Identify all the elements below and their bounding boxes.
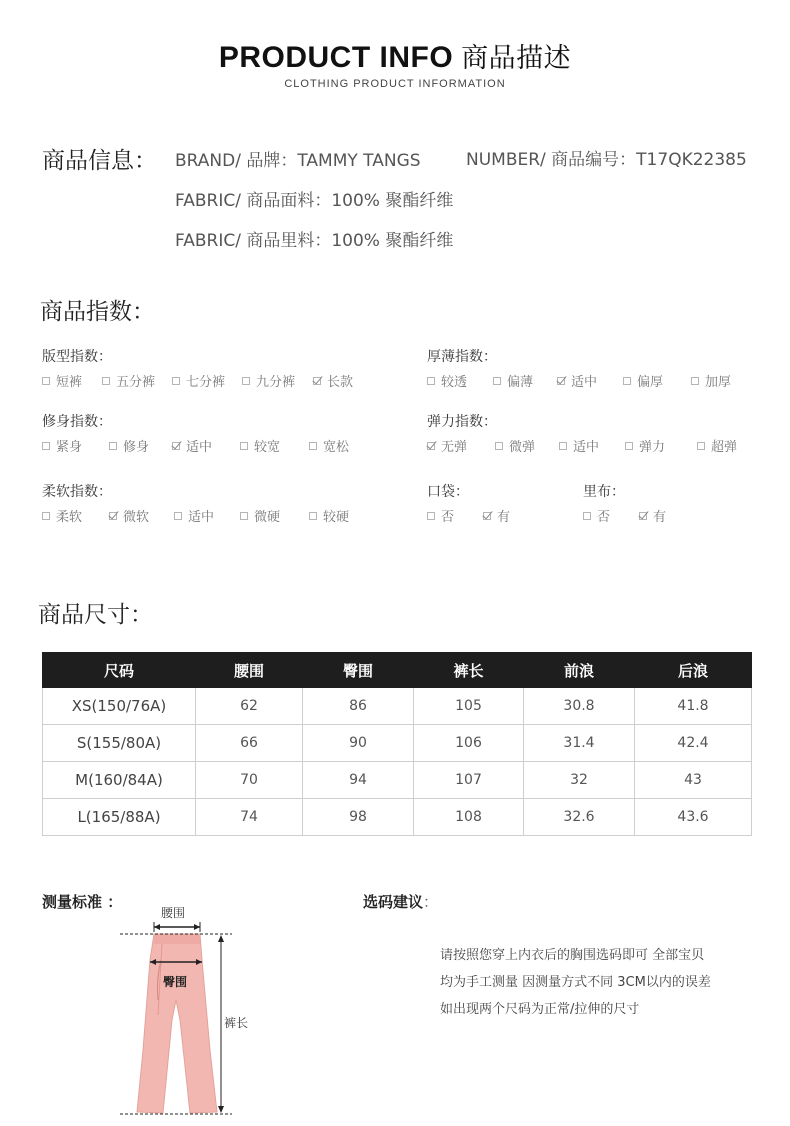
index-option-label: 否: [597, 510, 611, 525]
checkbox-icon: [42, 512, 50, 520]
index-option: [42, 506, 82, 525]
index-option-label: 五分裤: [116, 375, 156, 390]
index-option: [427, 371, 467, 390]
number-line: NUMBER/ 商品编号：T17QK22385: [466, 150, 747, 170]
measure-cell: 43: [635, 762, 752, 799]
measure-heading: 测量标准 ：: [42, 893, 123, 911]
hip-label: 臀围: [163, 975, 188, 989]
brand-line: BRAND/ 品牌：TAMMY TANGS: [175, 151, 421, 171]
index-option: [172, 436, 212, 455]
checkbox-icon: [427, 377, 435, 385]
index-option: [42, 436, 82, 455]
index-option-label: 较硬: [323, 510, 350, 525]
measure-cell: 107: [414, 762, 524, 799]
checkbox-icon: [42, 377, 50, 385]
index-option: [309, 506, 349, 525]
index-option: [109, 506, 149, 525]
index-group-title: 厚薄指数：: [427, 349, 497, 365]
index-option-label: 较透: [441, 375, 468, 390]
index-option-label: 修身: [123, 440, 150, 455]
index-option-label: 有: [653, 510, 667, 525]
measure-cell: 66: [196, 725, 303, 762]
table-row: [43, 688, 752, 725]
checkbox-icon: [583, 512, 591, 520]
checked-box-icon: [483, 512, 491, 520]
checkbox-icon: [697, 442, 705, 450]
checked-box-icon: [427, 442, 435, 450]
index-option-label: 七分裤: [186, 375, 226, 390]
fabric-lining-line: FABRIC/ 商品里料：100% 聚酯纤维: [175, 231, 454, 251]
index-option-label: 长款: [327, 375, 354, 390]
index-option: [697, 436, 737, 455]
index-option: [639, 506, 666, 525]
index-option-label: 微硬: [254, 510, 281, 525]
index-option: [691, 371, 731, 390]
index-group-title: 口袋：: [427, 484, 469, 500]
index-option: [42, 371, 82, 390]
measure-cell: 43.6: [635, 799, 752, 836]
col-header: 腰围: [196, 653, 303, 688]
waist-label: 腰围: [161, 906, 186, 920]
index-option: [240, 506, 280, 525]
pants-icon: [137, 934, 217, 1113]
index-option-label: 微弹: [509, 440, 536, 455]
checkbox-icon: [495, 442, 503, 450]
index-option: [109, 436, 149, 455]
checkbox-icon: [623, 377, 631, 385]
index-option-label: 弹力: [639, 440, 666, 455]
index-option-label: 宽松: [323, 440, 350, 455]
index-option-label: 偏薄: [507, 375, 534, 390]
index-option: [240, 436, 280, 455]
measure-cell: 74: [196, 799, 303, 836]
index-option-label: 无弹: [441, 440, 468, 455]
checkbox-icon: [691, 377, 699, 385]
checked-box-icon: [109, 512, 117, 520]
index-option: [557, 371, 597, 390]
checkbox-icon: [493, 377, 501, 385]
index-option-label: 适中: [188, 510, 215, 525]
measure-cell: 32: [524, 762, 635, 799]
index-group-title: 修身指数：: [42, 414, 112, 430]
checkbox-icon: [427, 512, 435, 520]
title-en: PRODUCT INFO: [218, 41, 454, 74]
advice-heading-colon: ：: [423, 893, 439, 911]
measure-cell: 30.8: [524, 688, 635, 725]
index-option-label: 适中: [573, 440, 600, 455]
measure-cell: 106: [414, 725, 524, 762]
measure-cell: 98: [303, 799, 414, 836]
checkbox-icon: [309, 512, 317, 520]
measure-cell: 90: [303, 725, 414, 762]
length-label: 裤长: [224, 1016, 249, 1030]
checked-box-icon: [313, 377, 321, 385]
table-header-row: [43, 653, 752, 688]
checkbox-icon: [625, 442, 633, 450]
index-option-label: 柔软: [56, 510, 83, 525]
index-option: [493, 371, 533, 390]
index-option: [427, 436, 467, 455]
checkbox-icon: [174, 512, 182, 520]
size-cell: S(155/80A): [43, 725, 196, 762]
advice-line: 请按照您穿上内衣后的胸围选码即可 全部宝贝: [440, 948, 705, 963]
indices-heading: 商品指数：: [40, 299, 155, 325]
checked-box-icon: [557, 377, 565, 385]
index-option: [625, 436, 665, 455]
index-option-label: 加厚: [705, 375, 732, 390]
index-option: [309, 436, 349, 455]
page-subtitle: CLOTHING PRODUCT INFORMATION: [284, 78, 506, 90]
advice-line: 均为手工测量 因测量方式不同 3CM以内的误差: [440, 975, 711, 990]
index-option-label: 超弹: [711, 440, 738, 455]
measure-cell: 94: [303, 762, 414, 799]
checkbox-icon: [109, 442, 117, 450]
measure-cell: 86: [303, 688, 414, 725]
index-option-label: 短裤: [56, 375, 83, 390]
measure-cell: 62: [196, 688, 303, 725]
size-cell: L(165/88A): [43, 799, 196, 836]
checkbox-icon: [242, 377, 250, 385]
measure-cell: 32.6: [524, 799, 635, 836]
measure-cell: 108: [414, 799, 524, 836]
index-option-label: 偏厚: [637, 375, 664, 390]
index-option: [242, 371, 295, 390]
col-header: 臀围: [303, 653, 414, 688]
measure-cell: 31.4: [524, 725, 635, 762]
index-option-label: 紧身: [56, 440, 83, 455]
index-option-label: 九分裤: [256, 375, 296, 390]
fabric-outer-line: FABRIC/ 商品面料：100% 聚酯纤维: [175, 191, 454, 211]
index-option: [559, 436, 599, 455]
measure-cell: 41.8: [635, 688, 752, 725]
table-row: [43, 762, 752, 799]
index-group-title: 里布：: [583, 484, 625, 500]
table-row: [43, 725, 752, 762]
index-option-label: 否: [441, 510, 455, 525]
checkbox-icon: [102, 377, 110, 385]
measure-cell: 42.4: [635, 725, 752, 762]
size-heading: 商品尺寸：: [38, 602, 153, 628]
index-option-label: 适中: [571, 375, 598, 390]
index-option: [623, 371, 663, 390]
checkbox-icon: [42, 442, 50, 450]
col-header: 裤长: [414, 653, 524, 688]
index-group-title: 弹力指数：: [427, 414, 497, 430]
size-cell: XS(150/76A): [43, 688, 196, 725]
measure-cell: 70: [196, 762, 303, 799]
index-option: [172, 371, 225, 390]
index-option: [174, 506, 214, 525]
index-option: [313, 371, 353, 390]
index-option: [495, 436, 535, 455]
col-header: 尺码: [43, 653, 196, 688]
info-heading: 商品信息：: [42, 148, 157, 174]
checkbox-icon: [240, 512, 248, 520]
advice-line: 如出现两个尺码为正常/拉伸的尺寸: [440, 1002, 640, 1017]
checked-box-icon: [639, 512, 647, 520]
size-cell: M(160/84A): [43, 762, 196, 799]
col-header: 前浪: [524, 653, 635, 688]
index-option-label: 微软: [123, 510, 150, 525]
index-option-label: 有: [497, 510, 511, 525]
checkbox-icon: [240, 442, 248, 450]
index-group-title: 版型指数：: [42, 349, 112, 365]
size-table: [42, 652, 752, 836]
advice-heading: [363, 891, 438, 912]
waistband-icon: [154, 934, 200, 944]
advice-heading-text: 选码建议: [363, 893, 424, 911]
col-header: 后浪: [635, 653, 752, 688]
measure-cell: 105: [414, 688, 524, 725]
index-option: [583, 506, 610, 525]
checkbox-icon: [172, 377, 180, 385]
index-option-label: 适中: [186, 440, 213, 455]
index-option: [427, 506, 454, 525]
page-title: [0, 36, 790, 75]
index-option: [102, 371, 155, 390]
checked-box-icon: [172, 442, 180, 450]
index-option: [483, 506, 510, 525]
checkbox-icon: [309, 442, 317, 450]
index-option-label: 较宽: [254, 440, 281, 455]
checkbox-icon: [559, 442, 567, 450]
table-row: [43, 799, 752, 836]
title-cn: 商品描述: [461, 43, 572, 74]
index-group-title: 柔软指数：: [42, 484, 112, 500]
pants-diagram: [110, 900, 260, 1122]
